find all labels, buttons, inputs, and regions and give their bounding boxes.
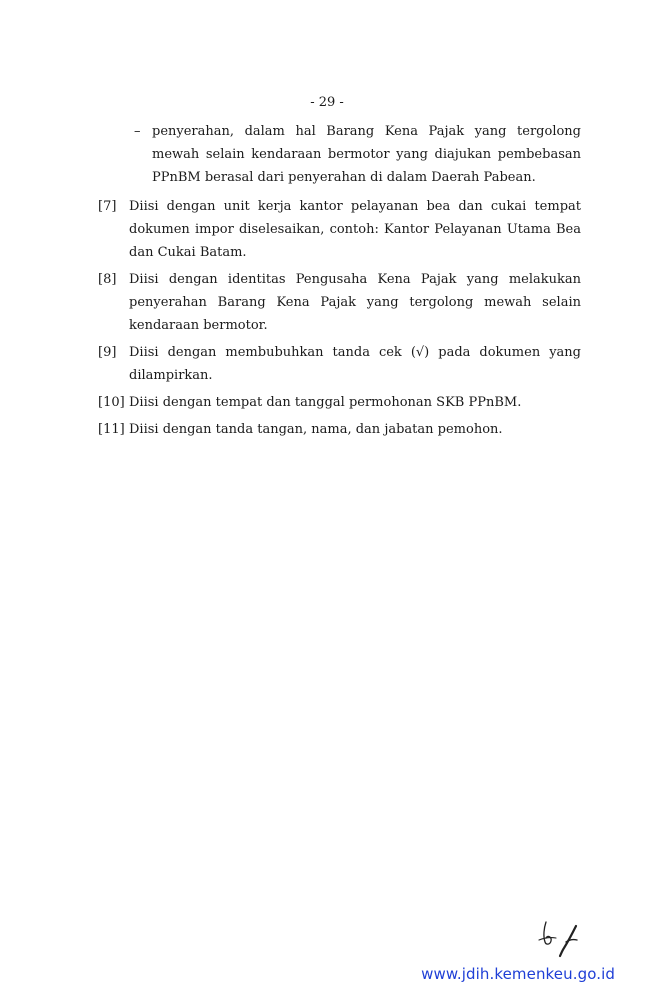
list-item [98,418,581,441]
list-item-number: [8] [98,272,117,287]
dash-bullet: – [134,124,141,139]
list-item-text: penyerahan, dalam hal Barang Kena Pajak yang tergolong mewah selain kendaraan bermotor yang diajukan pembebasan PPnBM berasal dari penyerahan di dalam Daerah Pabean. [152,124,581,185]
list-item-number: [7] [98,199,117,214]
list-item-text: Diisi dengan unit kerja kantor pelayanan bea dan cukai tempat dokumen impor diselesaikan, contoh: Kantor Pelayanan Utama Bea dan Cukai Batam. [129,199,581,260]
document-body [98,120,581,445]
list-item [98,268,581,337]
page-number: - 29 - [310,95,344,110]
list-item-dash [98,120,581,189]
list-item [98,341,581,387]
list-item-number: [11] [98,422,125,437]
list-item-text: Diisi dengan identitas Pengusaha Kena Pajak yang melakukan penyerahan Barang Kena Pajak yang tergolong mewah selain kendaraan bermotor. [129,272,581,333]
handwritten-initials [536,918,586,958]
list-item-number: [9] [98,345,117,360]
list-item-text: Diisi dengan tempat dan tanggal permohonan SKB PPnBM. [129,395,522,410]
footer-url-link[interactable]: www.jdih.kemenkeu.go.id [421,965,615,983]
list-item [98,195,581,264]
list-item-text: Diisi dengan tanda tangan, nama, dan jabatan pemohon. [129,422,503,437]
list-item-text: Diisi dengan membubuhkan tanda cek (√) pada dokumen yang dilampirkan. [129,345,581,383]
list-item [98,391,581,414]
list-item-number: [10] [98,395,125,410]
